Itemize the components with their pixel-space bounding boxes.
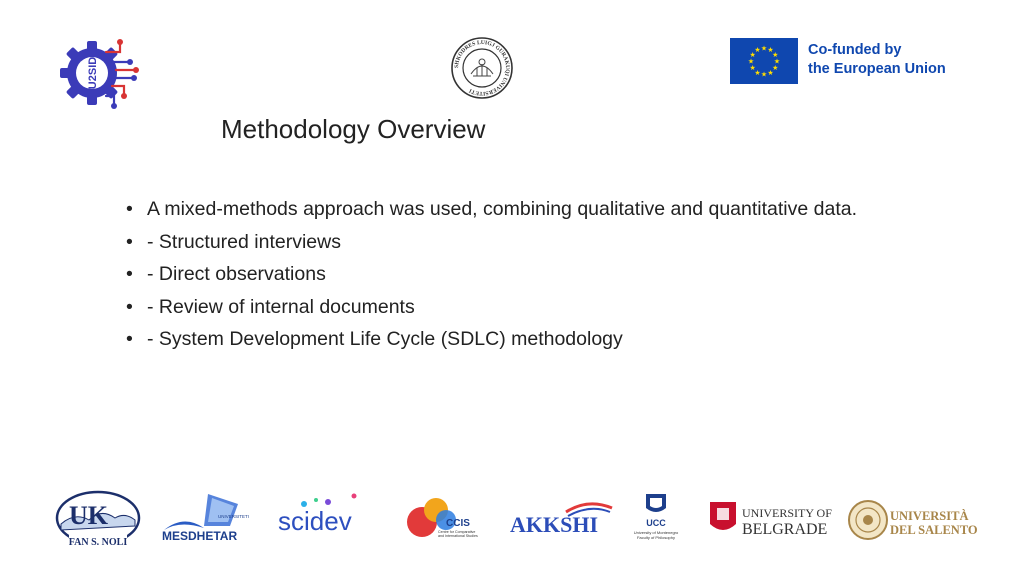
eu-star-icon: ★ [772, 64, 779, 72]
uk-logo-main: UK [69, 501, 108, 530]
bullet-item: • - Direct observations [126, 261, 886, 288]
u2sid-logo [62, 34, 140, 112]
university-seal-logo [449, 36, 515, 100]
ucc-logo-sub2: Faculty of Philosophy [636, 535, 676, 540]
ccis-logo-sub1: Centre for Comparative [438, 530, 476, 534]
scidev-logo-main: scidev [278, 506, 352, 536]
uk-fan-noli-logo [55, 490, 141, 550]
bullet-item: • - Structured interviews [126, 229, 886, 256]
belgrade-logo-line2: BELGRADE [742, 521, 828, 538]
eu-star-icon: ★ [773, 57, 781, 66]
mesdhetar-logo-main: MESDHETAR [162, 529, 238, 543]
bullet-item: • - System Development Life Cycle (SDLC) methodology [126, 326, 886, 353]
ucc-logo-main: UCC [646, 518, 666, 528]
eu-star-icon: ★ [749, 51, 756, 59]
belgrade-logo-line1: UNIVERSITY OF [742, 506, 832, 520]
bullet-item: • A mixed-methods approach was used, combining qualitative and quantitative data. [126, 196, 886, 223]
ccis-logo-main: CCIS [446, 518, 470, 529]
eu-star-icon: ★ [747, 57, 755, 66]
eu-star-icon: ★ [760, 44, 768, 53]
mesdhetar-logo [160, 490, 250, 550]
eu-star-icon: ★ [767, 46, 774, 55]
eu-star-icon: ★ [754, 68, 761, 77]
eu-badge-line2: the European Union [808, 61, 946, 77]
eu-star-icon: ★ [772, 51, 779, 59]
slide-title: Methodology Overview [221, 114, 486, 144]
bullet-list [126, 196, 886, 359]
salento-logo-line2: DEL SALENTO [890, 523, 978, 537]
ucc-logo-sub1: University of Montenegro [633, 530, 679, 535]
eu-star-icon: ★ [767, 68, 774, 77]
ccis-logo [402, 490, 484, 550]
eu-star-icon: ★ [749, 64, 756, 72]
bullet-item: • - Review of internal documents [126, 294, 886, 321]
u2sid-logo-text: U2SID [87, 56, 99, 90]
salento-logo-line1: UNIVERSITÀ [890, 509, 969, 523]
eu-flag-icon [730, 38, 798, 84]
eu-badge-line1: Co-funded by [808, 42, 902, 58]
ucc-logo [628, 490, 684, 550]
akkshi-logo-main: AKKSHI [510, 512, 599, 537]
scidev-logo [276, 490, 370, 550]
seal-text: SHKODRES LUIGJ GURAKUQI UNIVERSITETI [453, 39, 511, 97]
ccis-logo-sub2: and International Studies [438, 534, 478, 538]
mesdhetar-logo-top: UNIVERSITETI [218, 514, 250, 519]
university-of-belgrade-logo [706, 490, 830, 550]
eu-star-icon: ★ [760, 70, 768, 79]
universita-del-salento-logo [846, 490, 978, 550]
akkshi-logo [508, 490, 614, 550]
eu-cofunded-badge [730, 38, 962, 84]
uk-logo-sub: FAN S. NOLI [68, 537, 128, 548]
eu-star-icon: ★ [754, 46, 761, 55]
